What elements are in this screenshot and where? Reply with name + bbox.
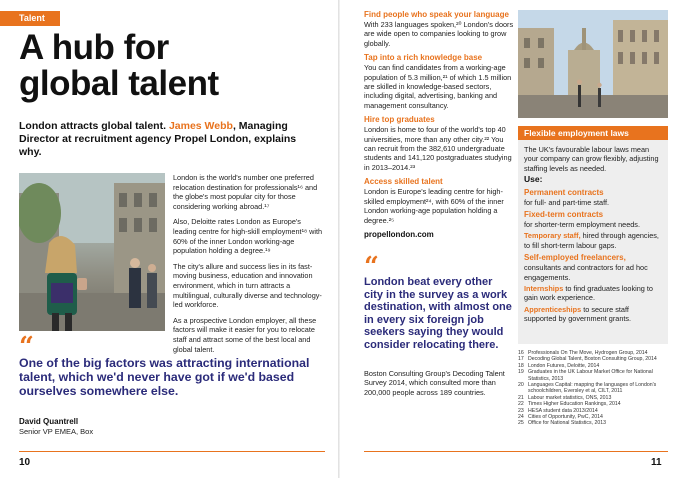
section-heading: Tap into a rich knowledge base bbox=[364, 53, 483, 63]
contract-type-entry bbox=[524, 231, 662, 250]
footnote bbox=[518, 382, 668, 395]
paragraph: The city's allure and success lies in its fast-moving business, education and innovation environment, which in turn attracts a multilingual, culturally diverse and technology-led workforce. bbox=[173, 261, 322, 310]
footnotes bbox=[518, 350, 668, 427]
section-heading: Find people who speak your language bbox=[364, 10, 509, 19]
contract-type-text: for shorter-term employment needs. bbox=[524, 220, 640, 230]
footnote bbox=[518, 369, 668, 382]
body-text bbox=[173, 173, 325, 360]
footnote-number: 19 bbox=[518, 369, 524, 376]
footnote-text: HESA student data 2013/2014 bbox=[528, 407, 598, 414]
footnote-number: 16 bbox=[518, 350, 524, 356]
lead-paragraph bbox=[19, 120, 319, 159]
footnote-text: Cities of Opportunity, PwC, 2014 bbox=[528, 414, 603, 421]
footnote-text: Languages Capital: mapping the languages of London's schoolchildren, Eversley et al, CILT, 2011 bbox=[528, 382, 657, 395]
footnote-text: Times Higher Education Rankings, 2014 bbox=[528, 401, 621, 408]
paragraph: Also, Deloitte rates London as Europe's leading centre for high-skill employment¹⁸ with 60% of the inner London working-age population holding a degree.¹⁹ bbox=[173, 217, 323, 256]
footnote-number: 25 bbox=[518, 420, 524, 427]
quote-source: Boston Consulting Group's Decoding Talent Survey 2014, which consulted more than 200,000 people across 189 countries. bbox=[364, 369, 505, 397]
section-block bbox=[364, 177, 514, 225]
section-heading: Hire top graduates bbox=[364, 115, 435, 125]
box-intro: The UK's favourable labour laws mean your company can grow flexibly, adjusting staffing levels as needed. bbox=[524, 145, 659, 173]
contract-type-title: Fixed-term contracts bbox=[524, 210, 604, 220]
footnote-number: 20 bbox=[518, 382, 524, 389]
lead-name: James Webb bbox=[168, 120, 233, 132]
left-page bbox=[0, 0, 339, 478]
street-photo bbox=[19, 173, 165, 331]
page-number: 11 bbox=[651, 457, 662, 468]
footnote-number: 18 bbox=[518, 362, 524, 369]
section-heading: Access skilled talent bbox=[364, 177, 443, 187]
contract-type-text: to find graduates looking to gain work experience. bbox=[524, 284, 653, 303]
quote-text: One of the big factors was attracting international talent, which we'd never have got if we'd based ourselves somewhere else. bbox=[19, 356, 310, 398]
footnote-text: Labour market statistics, ONS, 2013 bbox=[528, 394, 612, 401]
quote-text: London beat every other city in the survey as a work destination, with almost one in every six foreign job seekers saying they would consider relocating there. bbox=[364, 276, 512, 351]
website-link[interactable]: propellondon.com bbox=[364, 229, 434, 239]
quote-mark-icon: “ bbox=[19, 332, 34, 362]
section-text: London is home to four of the world's top 40 universities, more than any other city.²² You can recruit from the 382,610 undergraduate students and 141,120 postgraduates studying in 2013–2014.²³ bbox=[364, 125, 512, 172]
quote-author-role: Senior VP EMEA, Box bbox=[19, 427, 94, 436]
right-page bbox=[340, 0, 680, 478]
page-title bbox=[19, 30, 219, 102]
contract-type-title: Temporary staff, bbox=[524, 231, 581, 241]
footnote bbox=[518, 420, 668, 426]
contract-type-entry bbox=[524, 284, 662, 303]
contract-type-text: to secure staff supported by government grants. bbox=[524, 304, 632, 324]
contract-type-text: consultants and contractors for ad hoc engagements. bbox=[524, 263, 648, 282]
footnote-text: Professionals On The Move, Hydrogen Group, 2014 bbox=[528, 350, 648, 356]
contract-type-title: Self-employed freelancers, bbox=[524, 253, 626, 263]
paragraph: London is the world's number one preferred relocation destination for professionals¹⁶ and the globe's most popular city for those considering working abroad.¹⁷ bbox=[173, 173, 318, 211]
title-line-1: A hub for bbox=[19, 28, 169, 67]
section-block bbox=[364, 10, 514, 48]
footer-rule bbox=[364, 451, 668, 452]
lead-pre: London attracts global talent. bbox=[19, 120, 169, 132]
footnote-text: Office for National Statistics, 2013 bbox=[528, 420, 607, 427]
contract-type-entry bbox=[524, 305, 662, 324]
title-line-2: global talent bbox=[19, 64, 219, 103]
benefits-column bbox=[364, 10, 514, 239]
footnote-number: 23 bbox=[518, 407, 524, 414]
footnote-number: 24 bbox=[518, 414, 524, 421]
quote-author: David Quantrell bbox=[19, 417, 79, 426]
flexible-employment-box bbox=[518, 126, 668, 344]
page-number: 10 bbox=[19, 457, 31, 468]
section-tag: Talent bbox=[0, 11, 60, 26]
footnote-text: Graduates in the UK Labour Market Office for National Statistics, 2013 bbox=[528, 369, 653, 382]
contract-type-text: hired through agencies, to fill short-term labour gaps. bbox=[524, 231, 659, 250]
section-text: You can find candidates from a working-age population of 5.3 million,²¹ of which 1.5 million are skilled in knowledge-based sectors, including digital, advertising, banking and management consultancy. bbox=[364, 63, 512, 110]
footnote-number: 22 bbox=[518, 401, 524, 408]
city-photo bbox=[518, 10, 668, 118]
footnote-number: 21 bbox=[518, 394, 524, 401]
box-content bbox=[518, 140, 668, 324]
contract-type-title: Apprenticeships bbox=[524, 304, 582, 314]
box-heading: Flexible employment laws bbox=[518, 126, 668, 140]
section-text: London is Europe's leading centre for high-skilled employment²⁴, with 60% of the inner London working-age population holding a degree.²⁵ bbox=[364, 187, 504, 225]
paragraph: As a prospective London employer, all these factors will make it easier for you to relocate staff and attract some of the best local and global talent. bbox=[173, 315, 317, 354]
section-block bbox=[364, 53, 514, 110]
contract-type-title: Internships bbox=[524, 284, 564, 294]
section-block bbox=[364, 115, 514, 172]
footnote-text: London Futures, Deloitte, 2014 bbox=[528, 362, 600, 369]
section-text: With 233 languages spoken,²⁰ London's doors are wide open to companies looking to grow globally. bbox=[364, 20, 514, 48]
quote-mark-icon: “ bbox=[364, 252, 379, 282]
lead-post: , Managing Director at recruitment agency Propel London, explains why. bbox=[19, 120, 297, 158]
footer-rule bbox=[19, 451, 325, 452]
contract-type-title: Permanent contracts bbox=[524, 187, 604, 197]
use-label: Use: bbox=[524, 174, 543, 185]
footnote-number: 17 bbox=[518, 356, 524, 363]
footnote-text: Decoding Global Talent, Boston Consulting Group, 2014 bbox=[528, 356, 657, 363]
pull-quote bbox=[364, 252, 514, 351]
contract-type-text: for full- and part-time staff. bbox=[524, 197, 610, 207]
